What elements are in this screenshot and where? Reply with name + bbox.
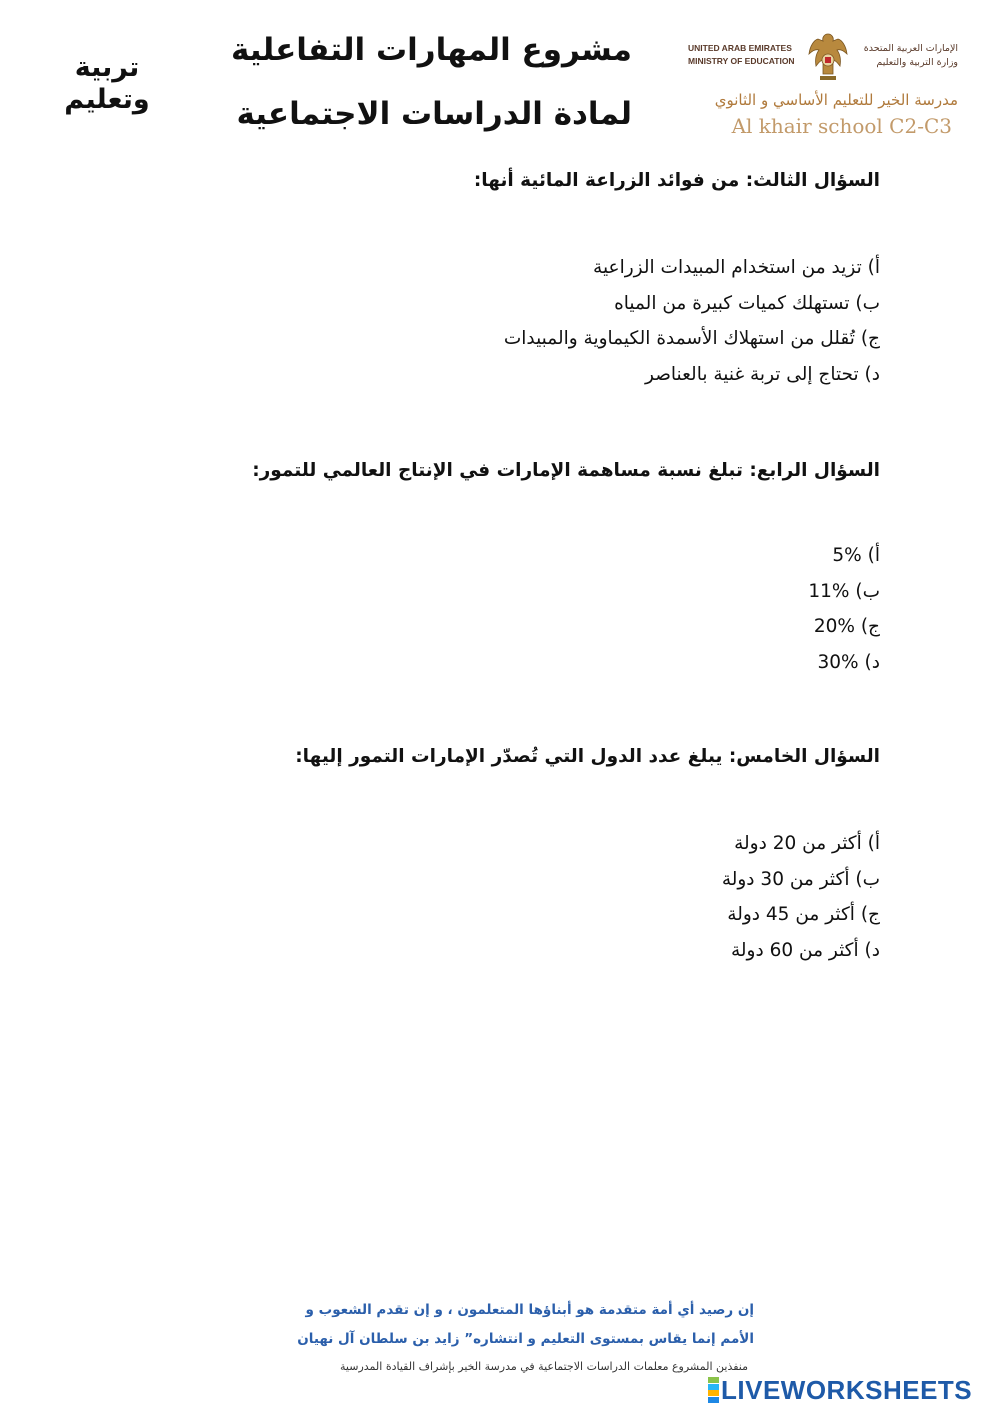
question-4-options <box>808 538 880 680</box>
option-text: تحتاج إلى تربة غنية بالعناصر <box>645 363 859 385</box>
ministry-name-ar <box>854 42 958 70</box>
option-a[interactable] <box>504 250 880 286</box>
option-b[interactable] <box>722 862 880 898</box>
question-5-options <box>722 826 880 968</box>
option-c[interactable] <box>722 897 880 933</box>
option-letter: ج) <box>860 904 880 925</box>
option-text: 11% <box>808 580 850 602</box>
option-letter: أ) <box>867 545 880 566</box>
footer-credit: منفذين المشروع معلمات الدراسات الاجتماعية في مدرسة الخير بإشراف القيادة المدرسية <box>340 1360 748 1373</box>
school-name-en: Al khair school C2-C3 <box>731 114 952 138</box>
ministry-ar-line-1: الإمارات العربية المتحدة <box>863 43 958 54</box>
ministry-en-line-2: MINISTRY OF EDUCATION <box>688 56 795 66</box>
question-3-options <box>504 250 880 392</box>
option-letter: ج) <box>860 616 880 637</box>
option-text: تُقلل من استهلاك الأسمدة الكيماوية والمبيدات <box>503 328 855 349</box>
option-b[interactable] <box>504 286 880 322</box>
option-text: تزيد من استخدام المبيدات الزراعية <box>593 257 862 278</box>
page-title-line-1: مشروع المهارات التفاعلية <box>231 32 632 68</box>
option-text: أكثر من 45 دولة <box>727 904 855 925</box>
option-d[interactable] <box>808 645 880 681</box>
logo-line-2: وتعليم <box>64 84 150 115</box>
option-text: أكثر من 30 دولة <box>721 868 850 890</box>
option-d[interactable] <box>722 933 880 969</box>
option-letter: ج) <box>860 328 880 349</box>
tarbiya-logo <box>62 52 152 116</box>
option-letter: د) <box>864 651 880 673</box>
liveworksheets-logo[interactable] <box>708 1377 972 1403</box>
option-letter: ب) <box>855 580 880 602</box>
uae-emblem-icon <box>806 30 850 86</box>
ministry-name-en <box>688 42 798 68</box>
option-text: 30% <box>817 651 859 673</box>
option-text: أكثر من 60 دولة <box>730 939 859 961</box>
option-letter: أ) <box>867 257 880 278</box>
option-a[interactable] <box>722 826 880 862</box>
school-name-ar: مدرسة الخير للتعليم الأساسي و الثانوي <box>714 91 958 109</box>
option-letter: ب) <box>855 868 880 890</box>
option-text: أكثر من 20 دولة <box>734 833 862 854</box>
option-letter: د) <box>864 363 880 385</box>
ministry-ar-line-2: وزارة التربية والتعليم <box>876 57 958 68</box>
ministry-en-line-1: UNITED ARAB EMIRATES <box>688 43 792 53</box>
option-text: 5% <box>832 545 862 566</box>
option-letter: ب) <box>855 292 880 314</box>
option-text: 20% <box>813 616 855 637</box>
option-a[interactable] <box>808 538 880 574</box>
question-4-text: السؤال الرابع: تبلغ نسبة مساهمة الإمارات في الإنتاج العالمي للتمور: <box>252 460 880 481</box>
liveworksheets-brand: LIVEWORKSHEETS <box>721 1375 973 1405</box>
liveworksheets-blocks-icon <box>708 1377 719 1403</box>
footer-quote-line-1: إن رصيد أي أمة متقدمة هو أبناؤها المتعلمون ، و إن تقدم الشعوب و <box>305 1302 754 1318</box>
question-3-text: السؤال الثالث: من فوائد الزراعة المائية أنها: <box>473 170 880 191</box>
option-text: تستهلك كميات كبيرة من المياه <box>614 292 850 314</box>
option-d[interactable] <box>504 357 880 393</box>
logo-line-1: تربية <box>74 52 140 83</box>
option-b[interactable] <box>808 574 880 610</box>
option-letter: أ) <box>867 833 880 854</box>
footer-quote-line-2: الأمم إنما يقاس بمستوى التعليم و انتشاره” زايد بن سلطان آل نهيان <box>297 1331 754 1347</box>
page-title-line-2: لمادة الدراسات الاجتماعية <box>236 96 632 132</box>
ministry-block <box>688 30 958 90</box>
option-letter: د) <box>864 939 880 961</box>
question-5-text: السؤال الخامس: يبلغ عدد الدول التي تُصدّر الإمارات التمور إليها: <box>295 746 880 767</box>
option-c[interactable] <box>808 609 880 645</box>
option-c[interactable] <box>504 321 880 357</box>
